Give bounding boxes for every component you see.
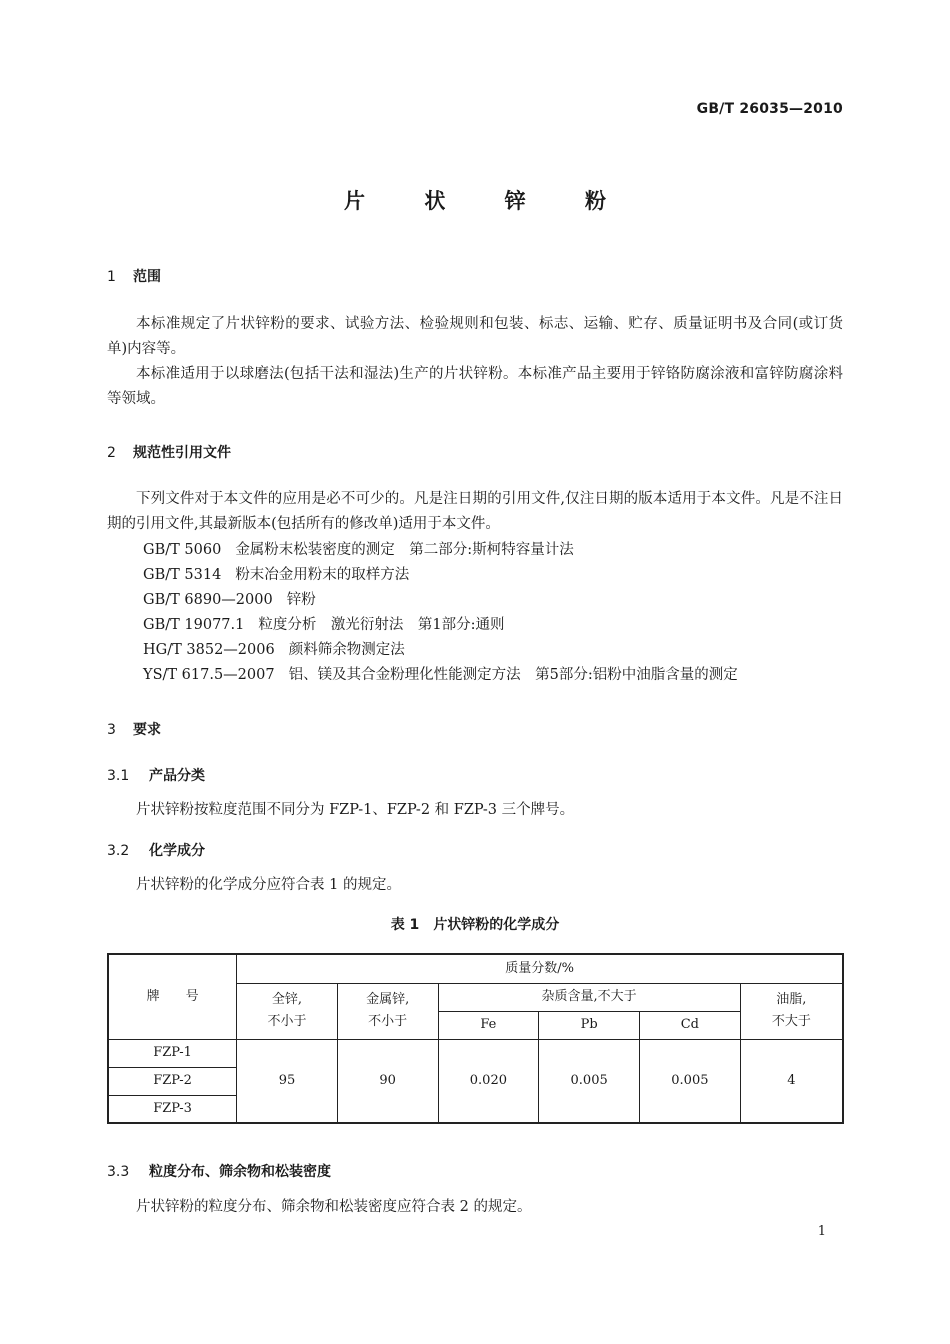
header-text: 油脂, (776, 992, 807, 1007)
section-title: 范围 (133, 269, 161, 285)
reference-title: 金属粉末松装密度的测定 第二部分:斯柯特容量计法 (235, 542, 574, 558)
section-number: 3.3 (107, 1164, 130, 1180)
section-1-heading (107, 266, 161, 286)
subsection-3-3-body (107, 1195, 843, 1220)
cd-cell: 0.005 (640, 1039, 741, 1123)
section-2-body (107, 487, 843, 537)
grade-cell: FZP-2 (108, 1067, 237, 1095)
subsection-3-1-heading (107, 765, 205, 785)
reference-item (107, 638, 843, 663)
grease-header (740, 983, 843, 1039)
reference-code: GB/T 19077.1 (143, 617, 245, 633)
table-row (108, 1039, 843, 1067)
section-title: 粒度分布、筛余物和松装密度 (149, 1164, 331, 1180)
reference-item (107, 563, 843, 588)
subsection-3-1-body (107, 798, 843, 823)
standard-code: GB/T 26035—2010 (696, 101, 843, 117)
header-text: 全锌, (271, 992, 303, 1007)
grade-cell: FZP-1 (108, 1039, 237, 1067)
pb-cell: 0.005 (539, 1039, 640, 1123)
pb-header: Pb (539, 1011, 640, 1039)
total-zinc-header (237, 983, 338, 1039)
metal-zinc-header (337, 983, 438, 1039)
reference-code: YS/T 617.5—2007 (143, 667, 275, 683)
section-number: 3.1 (107, 768, 130, 784)
section-title: 规范性引用文件 (133, 445, 231, 461)
reference-title: 铝、镁及其合金粉理化性能测定方法 第5部分:铝粉中油脂含量的测定 (288, 667, 738, 683)
section-title: 化学成分 (149, 843, 205, 859)
section-2-heading (107, 442, 231, 462)
section-number: 3 (107, 722, 116, 738)
fe-header: Fe (438, 1011, 539, 1039)
subsection-3-2-heading (107, 840, 205, 860)
paragraph: 下列文件对于本文件的应用是必不可少的。凡是注日期的引用文件,仅注日期的版本适用于本文件。凡是不注日期的引用文件,其最新版本(包括所有的修改单)适用于本文件。 (107, 491, 843, 532)
page-number: 1 (817, 1224, 826, 1239)
paragraph: 片状锌粉的化学成分应符合表 1 的规定。 (136, 877, 401, 893)
grease-cell: 4 (740, 1039, 843, 1123)
reference-title: 锌粉 (286, 592, 316, 608)
section-number: 2 (107, 445, 116, 461)
cd-header: Cd (640, 1011, 741, 1039)
reference-code: GB/T 5060 (143, 542, 222, 558)
table-number: 表 1 (390, 917, 420, 933)
section-title: 要求 (133, 722, 161, 738)
paragraph: 片状锌粉的粒度分布、筛余物和松装密度应符合表 2 的规定。 (136, 1199, 532, 1215)
table-1-caption (0, 914, 950, 934)
impurity-header: 杂质含量,不大于 (438, 983, 740, 1011)
paragraph: 片状锌粉按粒度范围不同分为 FZP-1、FZP-2 和 FZP-3 三个牌号。 (136, 802, 575, 818)
fe-cell: 0.020 (438, 1039, 539, 1123)
table-header-row (108, 954, 843, 983)
subsection-3-2-body (107, 873, 843, 898)
section-3-heading (107, 719, 161, 739)
metal-zinc-cell: 90 (337, 1039, 438, 1123)
section-number: 3.2 (107, 843, 130, 859)
header-text: 金属锌, (366, 992, 410, 1007)
section-title: 产品分类 (149, 768, 205, 784)
reference-list (107, 538, 843, 688)
table-title: 片状锌粉的化学成分 (433, 917, 560, 933)
reference-item (107, 588, 843, 613)
reference-item (107, 538, 843, 563)
reference-code: HG/T 3852—2006 (143, 642, 275, 658)
reference-title: 粉末冶金用粉末的取样方法 (235, 567, 410, 583)
document-title: 片 状 锌 粉 (344, 189, 632, 213)
section-1-body (107, 312, 843, 412)
reference-code: GB/T 6890—2000 (143, 592, 273, 608)
section-number: 1 (107, 269, 116, 285)
grade-header: 牌 号 (108, 954, 237, 1039)
subsection-3-3-heading (107, 1161, 331, 1181)
chemical-composition-table (107, 953, 844, 1124)
reference-title: 粒度分析 激光衍射法 第1部分:通则 (258, 617, 505, 633)
grade-cell: FZP-3 (108, 1095, 237, 1123)
total-zinc-cell: 95 (237, 1039, 338, 1123)
mass-fraction-header: 质量分数/% (237, 954, 843, 983)
paragraph: 本标准规定了片状锌粉的要求、试验方法、检验规则和包装、标志、运输、贮存、质量证明书及合同(或订货单)内容等。 (107, 316, 843, 357)
reference-title: 颜料筛余物测定法 (288, 642, 405, 658)
reference-item (107, 663, 843, 688)
reference-code: GB/T 5314 (143, 567, 222, 583)
paragraph: 本标准适用于以球磨法(包括干法和湿法)生产的片状锌粉。本标准产品主要用于锌铬防腐涂液和富锌防腐涂料等领域。 (107, 366, 843, 407)
header-text: 不小于 (368, 1014, 408, 1029)
header-text: 不小于 (267, 1014, 307, 1029)
header-text: 不大于 (771, 1014, 811, 1029)
reference-item (107, 613, 843, 638)
